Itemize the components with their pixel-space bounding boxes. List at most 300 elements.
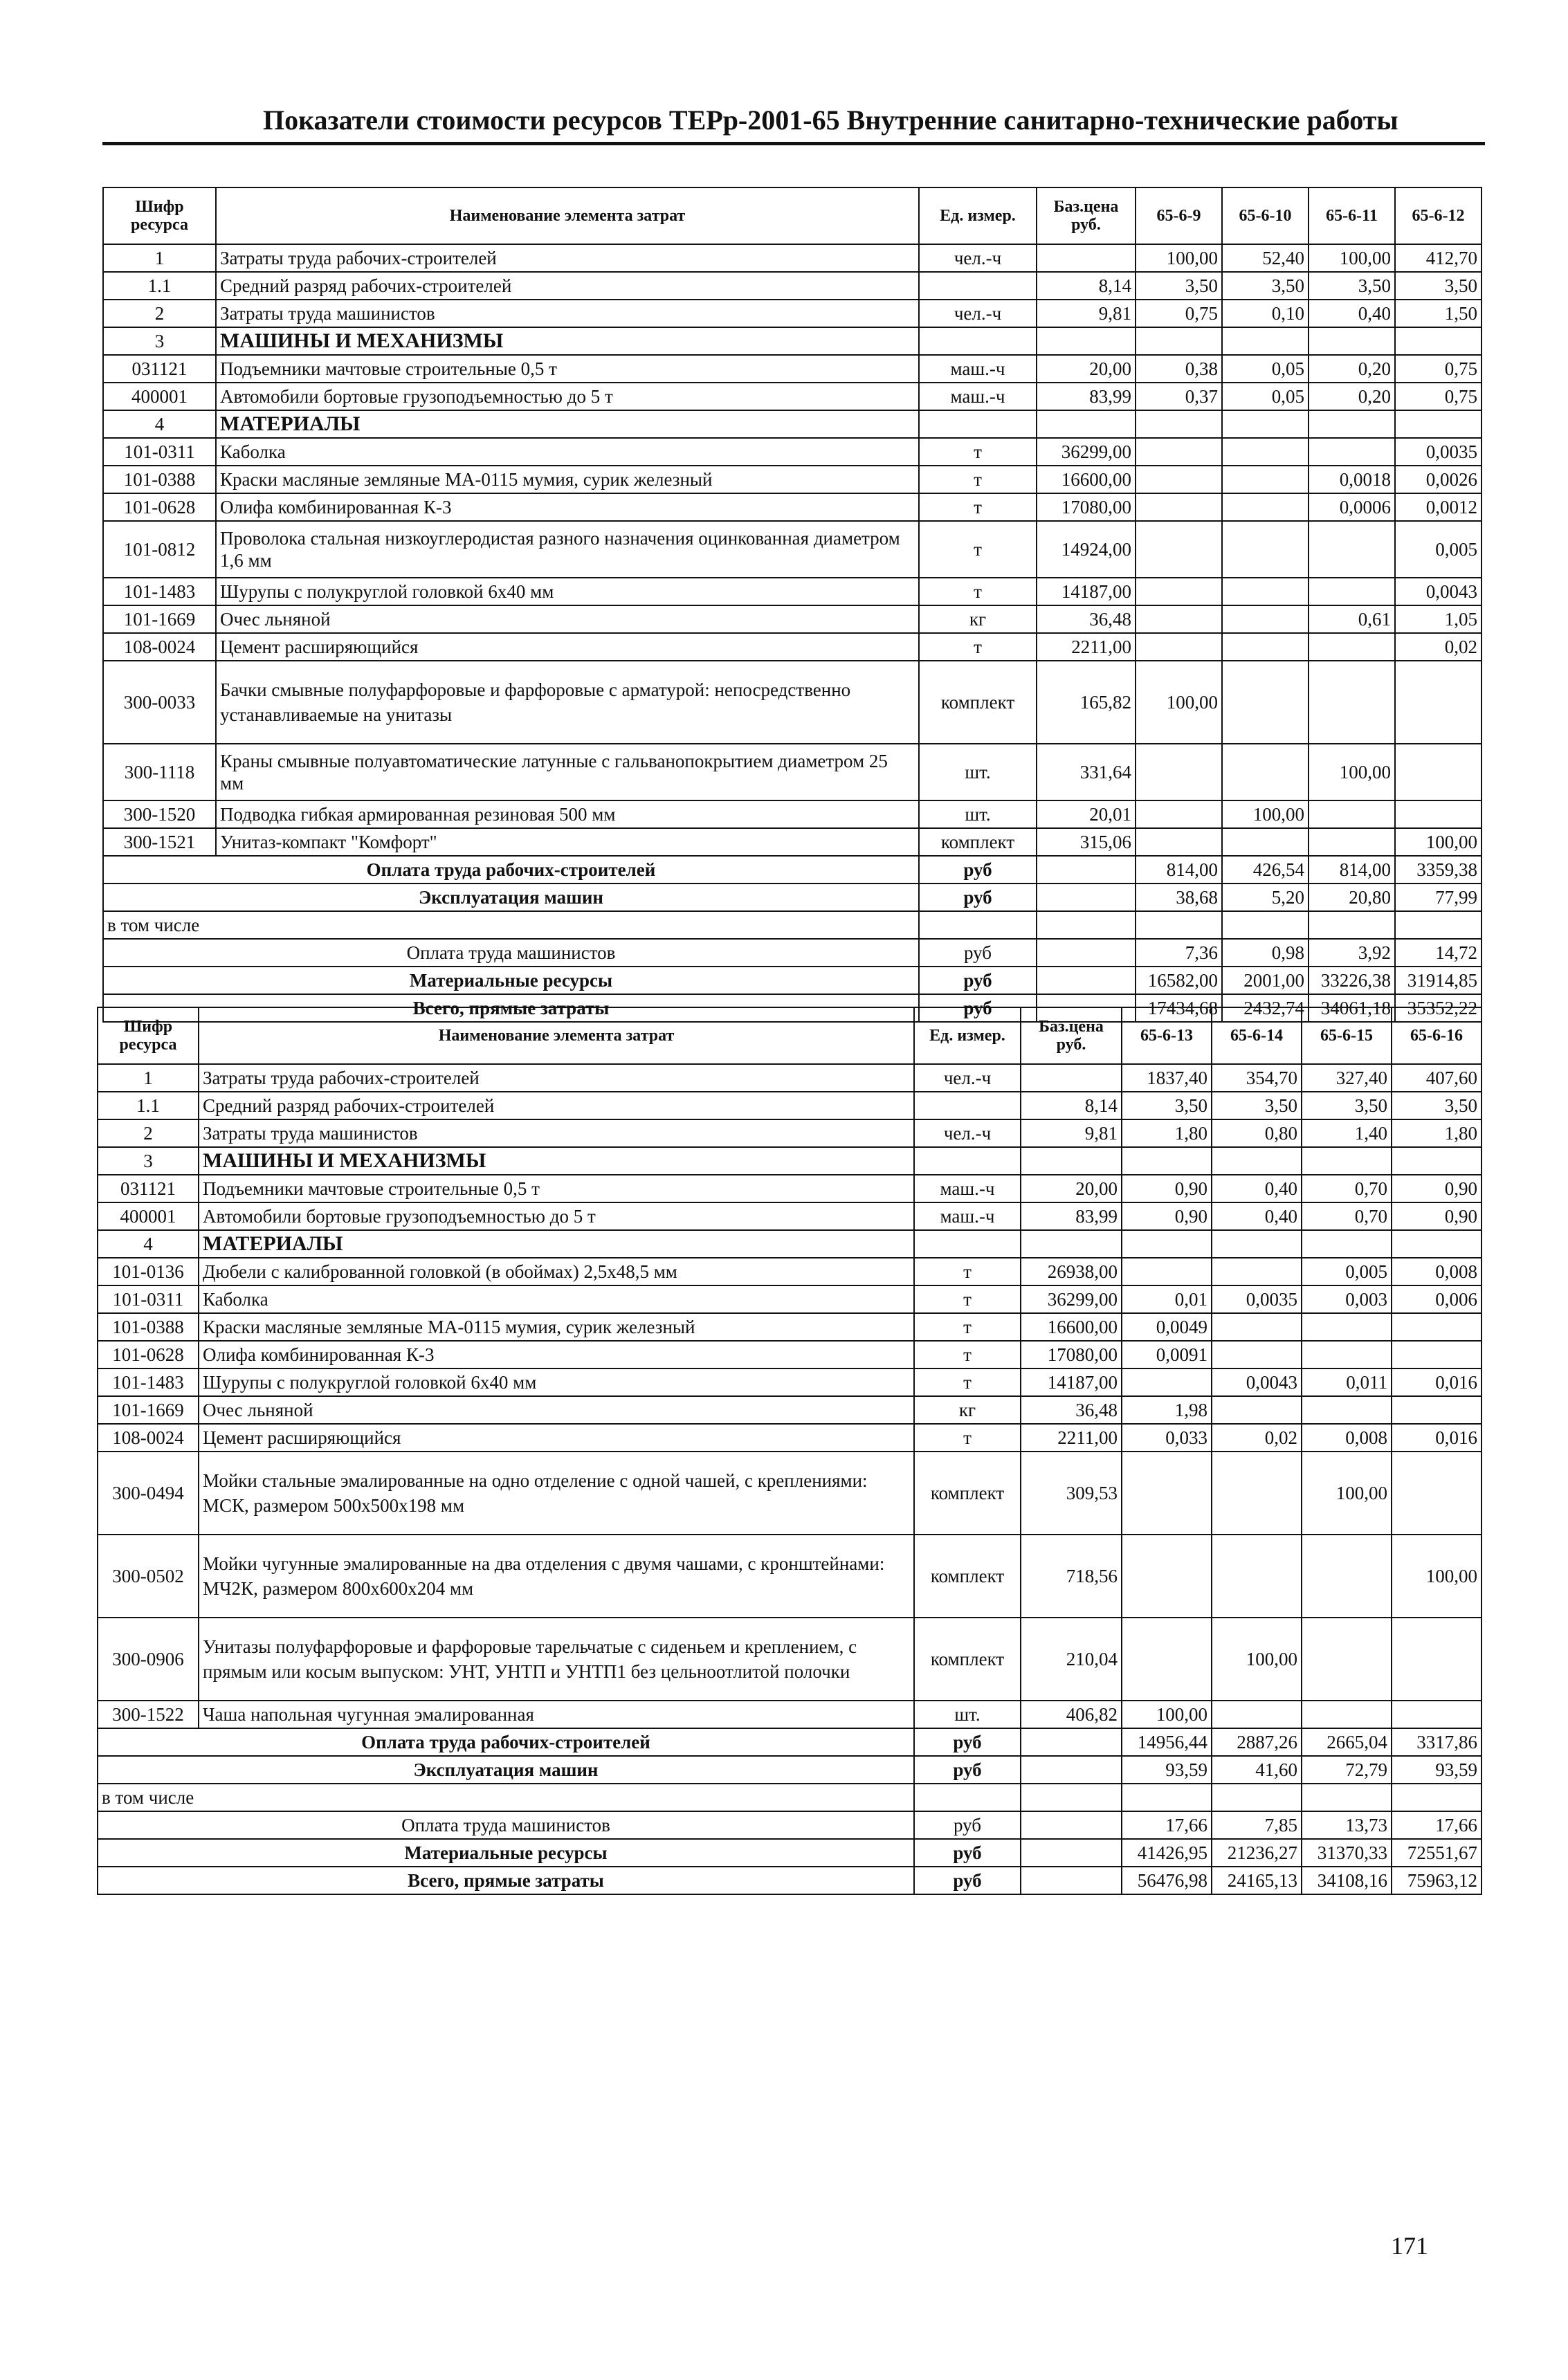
empty-price-cell [1021,1867,1122,1894]
unit-cell: шт. [919,744,1037,800]
total-value-cell: 2432,74 [1222,994,1309,1022]
norm-value-cell [1309,578,1395,605]
norm-value-cell [1136,410,1222,438]
norm-value-cell: 412,70 [1395,244,1482,272]
norm-value-cell [1395,410,1482,438]
resource-name-cell: МАШИНЫ И МЕХАНИЗМЫ [216,327,919,355]
norm-value-cell [1122,1452,1212,1535]
header-name-cell: Наименование элемента затрат [199,1007,914,1064]
norm-value-cell: 1,50 [1395,300,1482,327]
norm-value-cell [1392,1230,1482,1258]
resource-name-cell: Краски масляные земляные МА-0115 мумия, сурик железный [199,1313,914,1341]
unit-cell: комплект [919,661,1037,744]
total-value-cell: 3,92 [1309,939,1395,967]
norm-value-cell: 0,02 [1212,1424,1302,1452]
total-label-cell: Материальные ресурсы [103,967,919,994]
norm-value-cell: 100,00 [1136,244,1222,272]
total-label-cell: в том числе [103,911,919,939]
norm-value-cell: 0,003 [1302,1285,1392,1313]
unit-cell: комплект [919,828,1037,856]
total-value-cell: 13,73 [1302,1811,1392,1839]
norm-value-cell: 0,40 [1212,1175,1302,1202]
unit-cell [914,1147,1021,1175]
total-label-cell: Всего, прямые затраты [98,1867,914,1894]
base-price-cell [1021,1230,1122,1258]
table-row [103,744,1482,800]
table-row [103,383,1482,410]
total-value-cell: 16582,00 [1136,967,1222,994]
total-value-cell: 3317,86 [1392,1728,1482,1756]
norm-value-cell [1395,744,1482,800]
table-row [103,661,1482,744]
norm-value-cell: 0,40 [1309,300,1395,327]
resource-name-cell: Мойки чугунные эмалированные на два отделения с двумя чашами, с кронштейнами: МЧ2К, размером 800х600х204 мм [199,1535,914,1618]
norm-value-cell [1212,1258,1302,1285]
norm-value-cell: 100,00 [1222,800,1309,828]
base-price-cell [1021,1064,1122,1092]
norm-value-cell [1222,466,1309,493]
resource-name-cell: Затраты труда рабочих-строителей [216,244,919,272]
base-price-cell: 309,53 [1021,1452,1122,1535]
norm-value-cell: 52,40 [1222,244,1309,272]
table-row [98,1285,1482,1313]
total-value-cell: 17,66 [1392,1811,1482,1839]
total-value-cell: 34061,18 [1309,994,1395,1022]
total-row [103,967,1482,994]
norm-value-cell [1212,1230,1302,1258]
norm-value-cell: 100,00 [1309,244,1395,272]
header-code-cell: Шифр ресурса [103,187,216,244]
norm-value-cell [1392,1147,1482,1175]
norm-value-cell [1136,521,1222,578]
base-price-cell: 331,64 [1037,744,1136,800]
norm-value-cell [1309,410,1395,438]
table-row [103,244,1482,272]
base-price-cell: 2211,00 [1037,633,1136,661]
norm-value-cell [1392,1341,1482,1368]
norm-value-cell: 0,05 [1222,355,1309,383]
total-unit-cell: руб [914,1756,1021,1784]
total-value-cell: 31914,85 [1395,967,1482,994]
unit-cell [919,410,1037,438]
resource-code-cell: 108-0024 [103,633,216,661]
resource-code-cell: 300-0033 [103,661,216,744]
table-row [98,1202,1482,1230]
unit-cell: т [914,1313,1021,1341]
total-value-cell: 14,72 [1395,939,1482,967]
norm-value-cell: 3,50 [1395,272,1482,300]
resource-code-cell: 101-0311 [103,438,216,466]
total-value-cell: 814,00 [1309,856,1395,884]
total-unit-cell: руб [919,856,1037,884]
norm-value-cell [1222,410,1309,438]
empty-price-cell [1037,939,1136,967]
norm-value-cell [1212,1701,1302,1728]
base-price-cell: 26938,00 [1021,1258,1122,1285]
header-norm-cell: 65-6-10 [1222,187,1309,244]
norm-value-cell [1212,1535,1302,1618]
table-row [103,578,1482,605]
norm-value-cell: 0,0091 [1122,1341,1212,1368]
resource-name-cell: Шурупы с полукруглой головкой 6х40 мм [199,1368,914,1396]
total-value-cell: 7,85 [1212,1811,1302,1839]
norm-value-cell: 0,0006 [1309,493,1395,521]
base-price-cell: 9,81 [1021,1119,1122,1147]
table-row [98,1119,1482,1147]
header-norm-cell: 65-6-14 [1212,1007,1302,1064]
base-price-cell: 2211,00 [1021,1424,1122,1452]
unit-cell: т [919,493,1037,521]
norm-value-cell: 1,80 [1392,1119,1482,1147]
table-row [98,1064,1482,1092]
norm-value-cell: 0,61 [1309,605,1395,633]
norm-value-cell: 354,70 [1212,1064,1302,1092]
resource-cost-table-1 [102,187,1482,1023]
base-price-cell: 36299,00 [1037,438,1136,466]
norm-value-cell: 100,00 [1395,828,1482,856]
total-value-cell: 72,79 [1302,1756,1392,1784]
resource-name-cell: Средний разряд рабочих-строителей [216,272,919,300]
total-value-cell [1392,1784,1482,1811]
table-row [98,1092,1482,1119]
norm-value-cell [1222,438,1309,466]
norm-value-cell [1136,466,1222,493]
header-unit-cell: Ед. измер. [914,1007,1021,1064]
total-value-cell [1212,1784,1302,1811]
table-row [98,1313,1482,1341]
norm-value-cell: 3,50 [1136,272,1222,300]
empty-price-cell [1037,911,1136,939]
resource-code-cell: 108-0024 [98,1424,199,1452]
norm-value-cell [1212,1396,1302,1424]
norm-value-cell [1309,828,1395,856]
norm-value-cell: 0,02 [1395,633,1482,661]
total-value-cell: 41,60 [1212,1756,1302,1784]
norm-value-cell: 1,05 [1395,605,1482,633]
base-price-cell: 17080,00 [1037,493,1136,521]
base-price-cell: 8,14 [1037,272,1136,300]
norm-value-cell [1222,633,1309,661]
resource-name-cell: Чаша напольная чугунная эмалированная [199,1701,914,1728]
base-price-cell: 83,99 [1021,1202,1122,1230]
total-unit-cell: руб [914,1839,1021,1867]
resource-name-cell: Подводка гибкая армированная резиновая 500 мм [216,800,919,828]
resource-code-cell: 3 [98,1147,199,1175]
unit-cell: кг [914,1396,1021,1424]
norm-value-cell: 0,75 [1395,383,1482,410]
norm-value-cell [1136,438,1222,466]
total-label-cell: Оплата труда машинистов [103,939,919,967]
base-price-cell [1037,244,1136,272]
norm-value-cell [1302,1535,1392,1618]
total-value-cell: 17,66 [1122,1811,1212,1839]
total-unit-cell: руб [919,967,1037,994]
resource-code-cell: 300-1520 [103,800,216,828]
empty-price-cell [1037,856,1136,884]
resource-name-cell: МАТЕРИАЛЫ [199,1230,914,1258]
norm-value-cell: 0,38 [1136,355,1222,383]
norm-value-cell: 0,0026 [1395,466,1482,493]
norm-value-cell: 3,50 [1392,1092,1482,1119]
norm-value-cell: 327,40 [1302,1064,1392,1092]
unit-cell: т [919,633,1037,661]
page-number: 171 [1391,2232,1428,2260]
norm-value-cell [1212,1452,1302,1535]
base-price-cell: 406,82 [1021,1701,1122,1728]
norm-value-cell [1222,605,1309,633]
resource-code-cell: 031121 [103,355,216,383]
total-value-cell: 93,59 [1122,1756,1212,1784]
table-row [98,1147,1482,1175]
table-row [103,633,1482,661]
norm-value-cell: 0,75 [1136,300,1222,327]
norm-value-cell: 100,00 [1302,1452,1392,1535]
resource-code-cell: 101-1483 [98,1368,199,1396]
empty-price-cell [1021,1811,1122,1839]
norm-value-cell [1136,578,1222,605]
norm-value-cell [1392,1452,1482,1535]
norm-value-cell [1212,1147,1302,1175]
norm-value-cell [1136,800,1222,828]
base-price-cell: 20,01 [1037,800,1136,828]
total-value-cell: 56476,98 [1122,1867,1212,1894]
table-header-row [98,1007,1482,1064]
total-row [98,1784,1482,1811]
norm-value-cell: 0,37 [1136,383,1222,410]
table-row [103,410,1482,438]
total-value-cell: 34108,16 [1302,1867,1392,1894]
norm-value-cell: 0,0035 [1395,438,1482,466]
unit-cell [914,1230,1021,1258]
norm-value-cell: 0,008 [1302,1424,1392,1452]
norm-value-cell [1392,1618,1482,1701]
resource-code-cell: 101-0812 [103,521,216,578]
title-underline [102,142,1485,145]
empty-price-cell [1037,884,1136,911]
norm-value-cell: 0,70 [1302,1175,1392,1202]
total-row [98,1728,1482,1756]
total-value-cell: 31370,33 [1302,1839,1392,1867]
norm-value-cell: 0,90 [1392,1175,1482,1202]
header-price-cell: Баз.цена руб. [1037,187,1136,244]
resource-name-cell: Очес льняной [216,605,919,633]
base-price-cell: 8,14 [1021,1092,1122,1119]
header-norm-cell: 65-6-12 [1395,187,1482,244]
norm-value-cell: 0,10 [1222,300,1309,327]
norm-value-cell [1136,828,1222,856]
empty-price-cell [1037,967,1136,994]
empty-price-cell [1021,1756,1122,1784]
total-value-cell: 93,59 [1392,1756,1482,1784]
total-row [98,1839,1482,1867]
total-value-cell [1222,911,1309,939]
base-price-cell [1021,1147,1122,1175]
empty-price-cell [1021,1728,1122,1756]
resource-code-cell: 400001 [103,383,216,410]
table-row [98,1452,1482,1535]
norm-value-cell: 0,0018 [1309,466,1395,493]
norm-value-cell [1302,1230,1392,1258]
norm-value-cell [1136,327,1222,355]
header-norm-cell: 65-6-15 [1302,1007,1392,1064]
resource-name-cell: Автомобили бортовые грузоподъемностью до 5 т [216,383,919,410]
norm-value-cell [1136,493,1222,521]
norm-value-cell [1136,744,1222,800]
norm-value-cell: 1,98 [1122,1396,1212,1424]
unit-cell: комплект [914,1452,1021,1535]
unit-cell: т [914,1368,1021,1396]
norm-value-cell [1392,1701,1482,1728]
norm-value-cell [1309,661,1395,744]
norm-value-cell: 100,00 [1309,744,1395,800]
resource-code-cell: 101-1669 [98,1396,199,1424]
empty-price-cell [1021,1784,1122,1811]
norm-value-cell: 0,0043 [1212,1368,1302,1396]
resource-code-cell: 101-0628 [98,1341,199,1368]
norm-value-cell: 3,50 [1302,1092,1392,1119]
norm-value-cell [1395,327,1482,355]
norm-value-cell [1122,1535,1212,1618]
table-2-body [98,1007,1482,1894]
resource-name-cell: Затраты труда машинистов [216,300,919,327]
resource-code-cell: 101-0311 [98,1285,199,1313]
unit-cell: т [919,438,1037,466]
norm-value-cell: 100,00 [1122,1701,1212,1728]
table-row [103,828,1482,856]
base-price-cell: 14924,00 [1037,521,1136,578]
total-value-cell: 33226,38 [1309,967,1395,994]
norm-value-cell: 0,90 [1122,1175,1212,1202]
norm-value-cell: 0,20 [1309,383,1395,410]
resource-name-cell: Олифа комбинированная К-3 [199,1341,914,1368]
norm-value-cell [1212,1313,1302,1341]
norm-value-cell [1302,1341,1392,1368]
total-value-cell: 7,36 [1136,939,1222,967]
total-value-cell: 75963,12 [1392,1867,1482,1894]
total-value-cell: 17434,68 [1136,994,1222,1022]
unit-cell [919,327,1037,355]
table-row [98,1535,1482,1618]
resource-code-cell: 2 [103,300,216,327]
norm-value-cell: 0,0049 [1122,1313,1212,1341]
resource-name-cell: Унитаз-компакт "Комфорт" [216,828,919,856]
norm-value-cell: 0,70 [1302,1202,1392,1230]
unit-cell: чел.-ч [914,1064,1021,1092]
total-value-cell: 21236,27 [1212,1839,1302,1867]
header-unit-cell: Ед. измер. [919,187,1037,244]
base-price-cell: 9,81 [1037,300,1136,327]
table-row [98,1175,1482,1202]
resource-code-cell: 1.1 [103,272,216,300]
norm-value-cell: 3,50 [1222,272,1309,300]
base-price-cell: 14187,00 [1037,578,1136,605]
total-row [103,939,1482,967]
norm-value-cell [1302,1396,1392,1424]
total-value-cell: 41426,95 [1122,1839,1212,1867]
table-row [103,355,1482,383]
total-unit-cell: руб [919,939,1037,967]
norm-value-cell: 0,011 [1302,1368,1392,1396]
unit-cell: т [919,521,1037,578]
empty-price-cell [1021,1839,1122,1867]
unit-cell: шт. [919,800,1037,828]
total-unit-cell [919,911,1037,939]
resource-name-cell: Шурупы с полукруглой головкой 6х40 мм [216,578,919,605]
resource-name-cell: Унитазы полуфарфоровые и фарфоровые тарельчатые с сиденьем и креплением, с прямым или косым выпуском: УНТ, УНТП и УНТП1 без цельноотлитой полочки [199,1618,914,1701]
table-row [103,605,1482,633]
header-norm-cell: 65-6-11 [1309,187,1395,244]
norm-value-cell: 3,50 [1122,1092,1212,1119]
resource-code-cell: 1 [103,244,216,272]
total-row [103,856,1482,884]
resource-name-cell: Краны смывные полуавтоматические латунные с гальванопокрытием диаметром 25 мм [216,744,919,800]
table-row [98,1230,1482,1258]
table-row [103,521,1482,578]
total-unit-cell: руб [919,884,1037,911]
unit-cell: т [919,578,1037,605]
resource-name-cell: Цемент расширяющийся [216,633,919,661]
norm-value-cell: 0,033 [1122,1424,1212,1452]
total-unit-cell [914,1784,1021,1811]
unit-cell: т [914,1258,1021,1285]
table-1-body [103,187,1482,1022]
resource-name-cell: Проволока стальная низкоуглеродистая разного назначения оцинкованная диаметром 1,6 мм [216,521,919,578]
table-row [98,1368,1482,1396]
norm-value-cell [1309,327,1395,355]
resource-name-cell: Олифа комбинированная К-3 [216,493,919,521]
resource-name-cell: Каболка [216,438,919,466]
total-row [98,1867,1482,1894]
resource-code-cell: 300-1521 [103,828,216,856]
norm-value-cell [1222,327,1309,355]
header-norm-cell: 65-6-13 [1122,1007,1212,1064]
total-value-cell: 2665,04 [1302,1728,1392,1756]
base-price-cell: 17080,00 [1021,1341,1122,1368]
norm-value-cell: 1,80 [1122,1119,1212,1147]
resource-name-cell: МАТЕРИАЛЫ [216,410,919,438]
table-row [98,1396,1482,1424]
total-value-cell: 2887,26 [1212,1728,1302,1756]
header-norm-cell: 65-6-16 [1392,1007,1482,1064]
resource-code-cell: 1 [98,1064,199,1092]
total-value-cell: 72551,67 [1392,1839,1482,1867]
resource-code-cell: 101-0388 [98,1313,199,1341]
table-row [103,300,1482,327]
base-price-cell: 36,48 [1021,1396,1122,1424]
resource-code-cell: 101-1483 [103,578,216,605]
total-label-cell: Эксплуатация машин [98,1756,914,1784]
norm-value-cell [1395,661,1482,744]
norm-value-cell: 0,0012 [1395,493,1482,521]
total-value-cell [1302,1784,1392,1811]
norm-value-cell: 0,016 [1392,1368,1482,1396]
total-row [98,1811,1482,1839]
unit-cell: кг [919,605,1037,633]
norm-value-cell: 1,40 [1302,1119,1392,1147]
norm-value-cell: 3,50 [1212,1092,1302,1119]
header-name-cell: Наименование элемента затрат [216,187,919,244]
norm-value-cell [1212,1341,1302,1368]
unit-cell: т [914,1341,1021,1368]
header-price-cell: Баз.цена руб. [1021,1007,1122,1064]
table-header-row [103,187,1482,244]
norm-value-cell: 0,0043 [1395,578,1482,605]
norm-value-cell [1392,1396,1482,1424]
norm-value-cell [1222,493,1309,521]
total-label-cell: Всего, прямые затраты [103,994,919,1022]
resource-cost-table-2 [97,1007,1482,1895]
total-value-cell: 38,68 [1136,884,1222,911]
